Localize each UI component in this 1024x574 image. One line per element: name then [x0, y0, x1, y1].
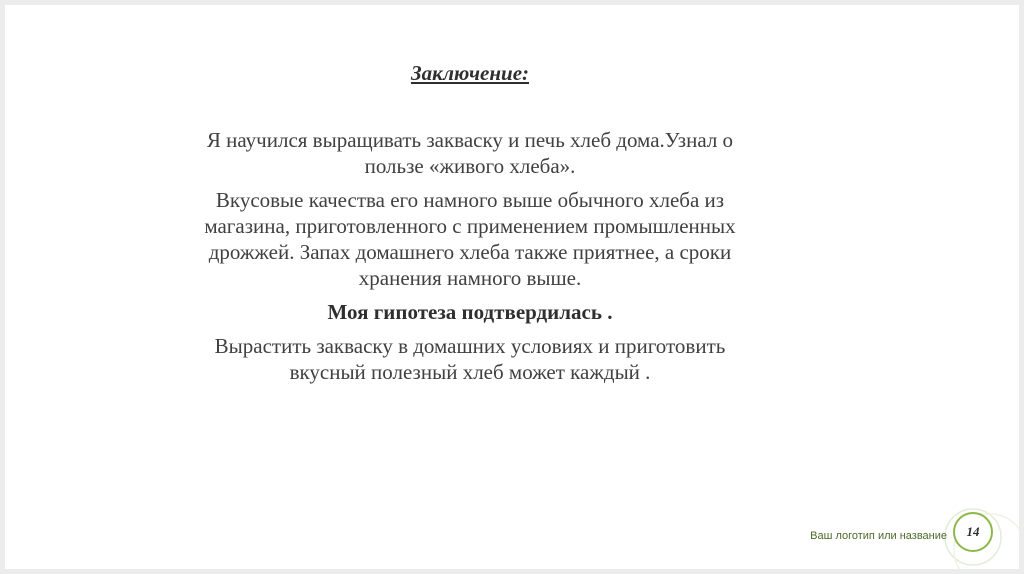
slide-title: Заключение:	[410, 61, 530, 85]
page-number: 14	[966, 524, 980, 539]
paragraph-hypothesis: Моя гипотеза подтвердилась .	[327, 300, 613, 324]
slide	[5, 5, 1019, 569]
page-number-badge	[953, 512, 993, 552]
paragraph-1: Я научился выращивать закваску и печь хлеб дома.Узнал о пользе «живого хлеба».	[206, 128, 734, 178]
paragraph-3: Вырастить закваску в домашних условиях и приготовить вкусный полезный хлеб может каждый .	[214, 334, 726, 384]
decorative-circles-icon	[5, 5, 1019, 569]
paragraph-2: Вкусовые качества его намного выше обычного хлеба из магазина, приготовленного с применением промышленных дрожжей. Запах домашнего хлеба также приятнее, а сроки хранения намного выше.	[204, 188, 736, 290]
footer-logo-text: Ваш логотип или название	[810, 530, 947, 542]
